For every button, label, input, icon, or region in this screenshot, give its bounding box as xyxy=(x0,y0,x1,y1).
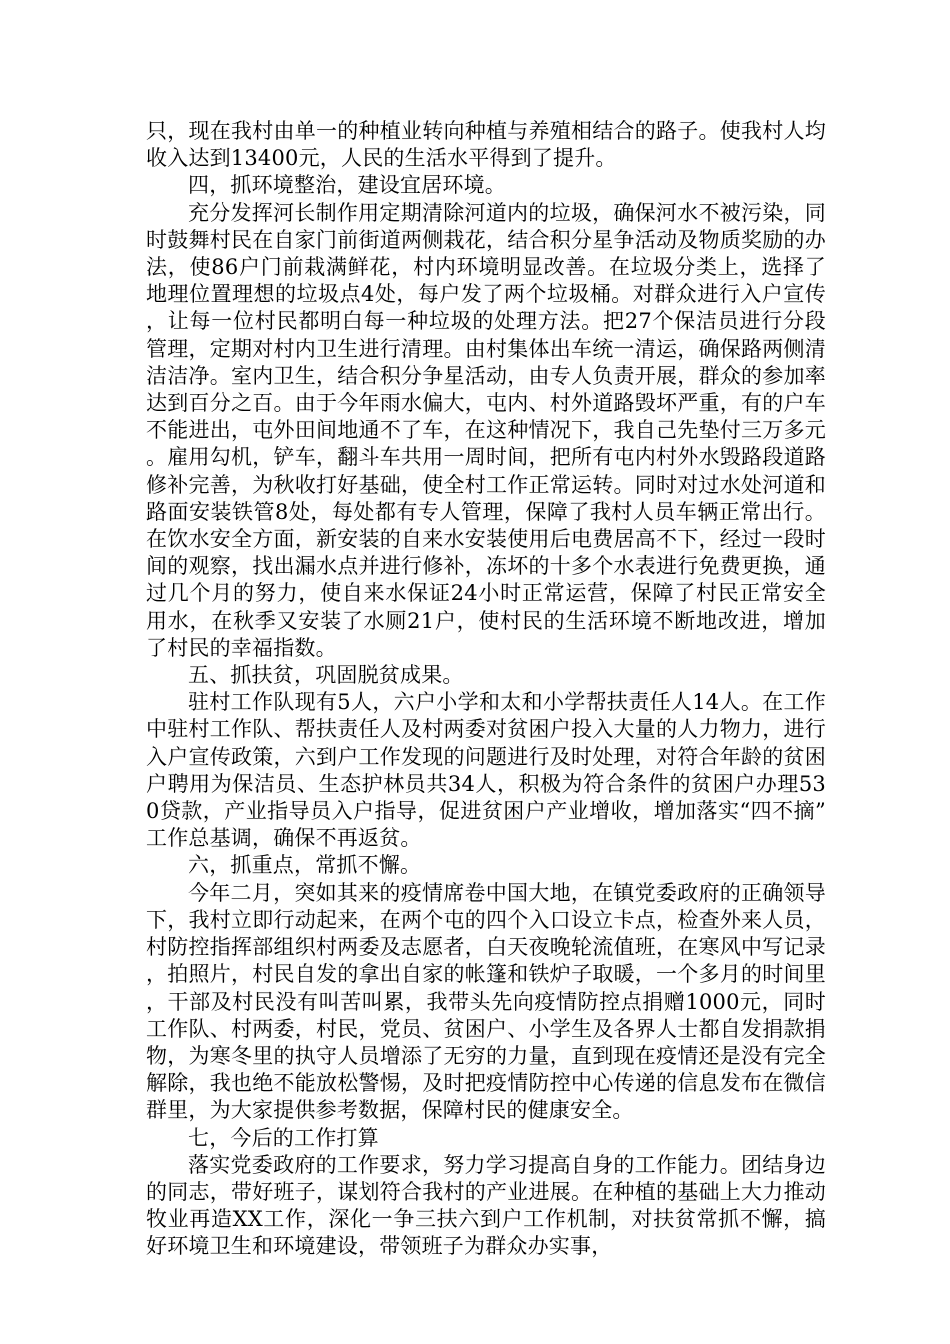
document-page xyxy=(146,118,826,1261)
paragraph-environment: 充分发挥河长制作用定期清除河道内的垃圾，确保河水不被污染，同时鼓舞村民在自家门前街道两侧栽花，结合积分星争活动及物质奖励的办法，使86户门前栽满鲜花，村内环境明显改善。在垃圾分类上，选择了地理位置理想的垃圾点4处，每户发了两个垃圾桶。对群众进行入户宣传，让每一位村民都明白每一种垃圾的处理方法。把27个保洁员进行分段管理，定期对村内卫生进行清理。由村集体出车统一清运，确保路两侧清洁洁净。室内卫生，结合积分争星活动，由专人负责开展，群众的参加率达到百分之百。由于今年雨水偏大，屯内、村外道路毁坏严重，有的户车不能进出，屯外田间地通不了车，在这种情况下，我自己先垫付三万多元。雇用勾机，铲车，翻斗车共用一周时间，把所有屯内村外水毁路段道路修补完善，为秋收打好基础，使全村工作正常运转。同时对过水处河道和路面安装铁管8处，每处都有专人管理，保障了我村人员车辆正常出行。在饮水安全方面，新安装的自来水安装使用后电费居高不下，经过一段时间的观察，找出漏水点并进行修补，冻坏的十多个水表进行免费更换，通过几个月的努力，使自来水保证24小时正常运营，保障了村民正常安全用水，在秋季又安装了水厕21户，使村民的生活环境不断地改进，增加了村民的幸福指数。 xyxy=(146,200,826,660)
paragraph-poverty: 驻村工作队现有5人，六户小学和太和小学帮扶责任人14人。在工作中驻村工作队、帮扶责任人及村两委对贫困户投入大量的人力物力，进行入户宣传政策，六到户工作发现的问题进行及时处理，对符合年龄的贫困户聘用为保洁员、生态护林员共34人，积极为符合条件的贫困户办理530贷款，产业指导员入户指导，促进贫困户产业增收，增加落实“四不摘”工作总基调，确保不再返贫。 xyxy=(146,690,826,851)
section-heading-poverty: 五、抓扶贫，巩固脱贫成果。 xyxy=(188,663,464,688)
paragraph-continuation: 只，现在我村由单一的种植业转向种植与养殖相结合的路子。使我村人均收入达到13400元，人民的生活水平得到了提升。 xyxy=(146,119,826,171)
paragraph-future-plans: 落实党委政府的工作要求，努力学习提高自身的工作能力。团结身边的同志，带好班子，谋划符合我村的产业进展。在种植的基础上大力推动牧业再造XX工作，深化一争三扶六到户工作机制，对扶贫常抓不懈，搞好环境卫生和环境建设，带领班子为群众办实事， xyxy=(146,1152,826,1259)
section-heading-priorities: 六，抓重点，常抓不懈。 xyxy=(188,853,422,878)
section-heading-future-plans: 七，今后的工作打算 xyxy=(188,1125,379,1150)
section-heading-environment: 四，抓环境整治，建设宜居环境。 xyxy=(188,173,506,198)
paragraph-epidemic: 今年二月，突如其来的疫情席卷中国大地，在镇党委政府的正确领导下，我村立即行动起来，在两个屯的四个入口设立卡点，检查外来人员，村防控指挥部组织村两委及志愿者，白天夜晚轮流值班，在寒风中写记录，拍照片，村民自发的拿出自家的帐篷和铁炉子取暖，一个多月的时间里，干部及村民没有叫苦叫累，我带头先向疫情防控点捐赠1000元，同时工作队、村两委，村民，党员、贫困户、小学生及各界人士都自发捐款捐物，为寒冬里的执守人员增添了无穷的力量，直到现在疫情还是没有完全解除，我也绝不能放松警惕，及时把疫情防控中心传递的信息发布在微信群里，为大家提供参考数据，保障村民的健康安全。 xyxy=(146,880,826,1123)
